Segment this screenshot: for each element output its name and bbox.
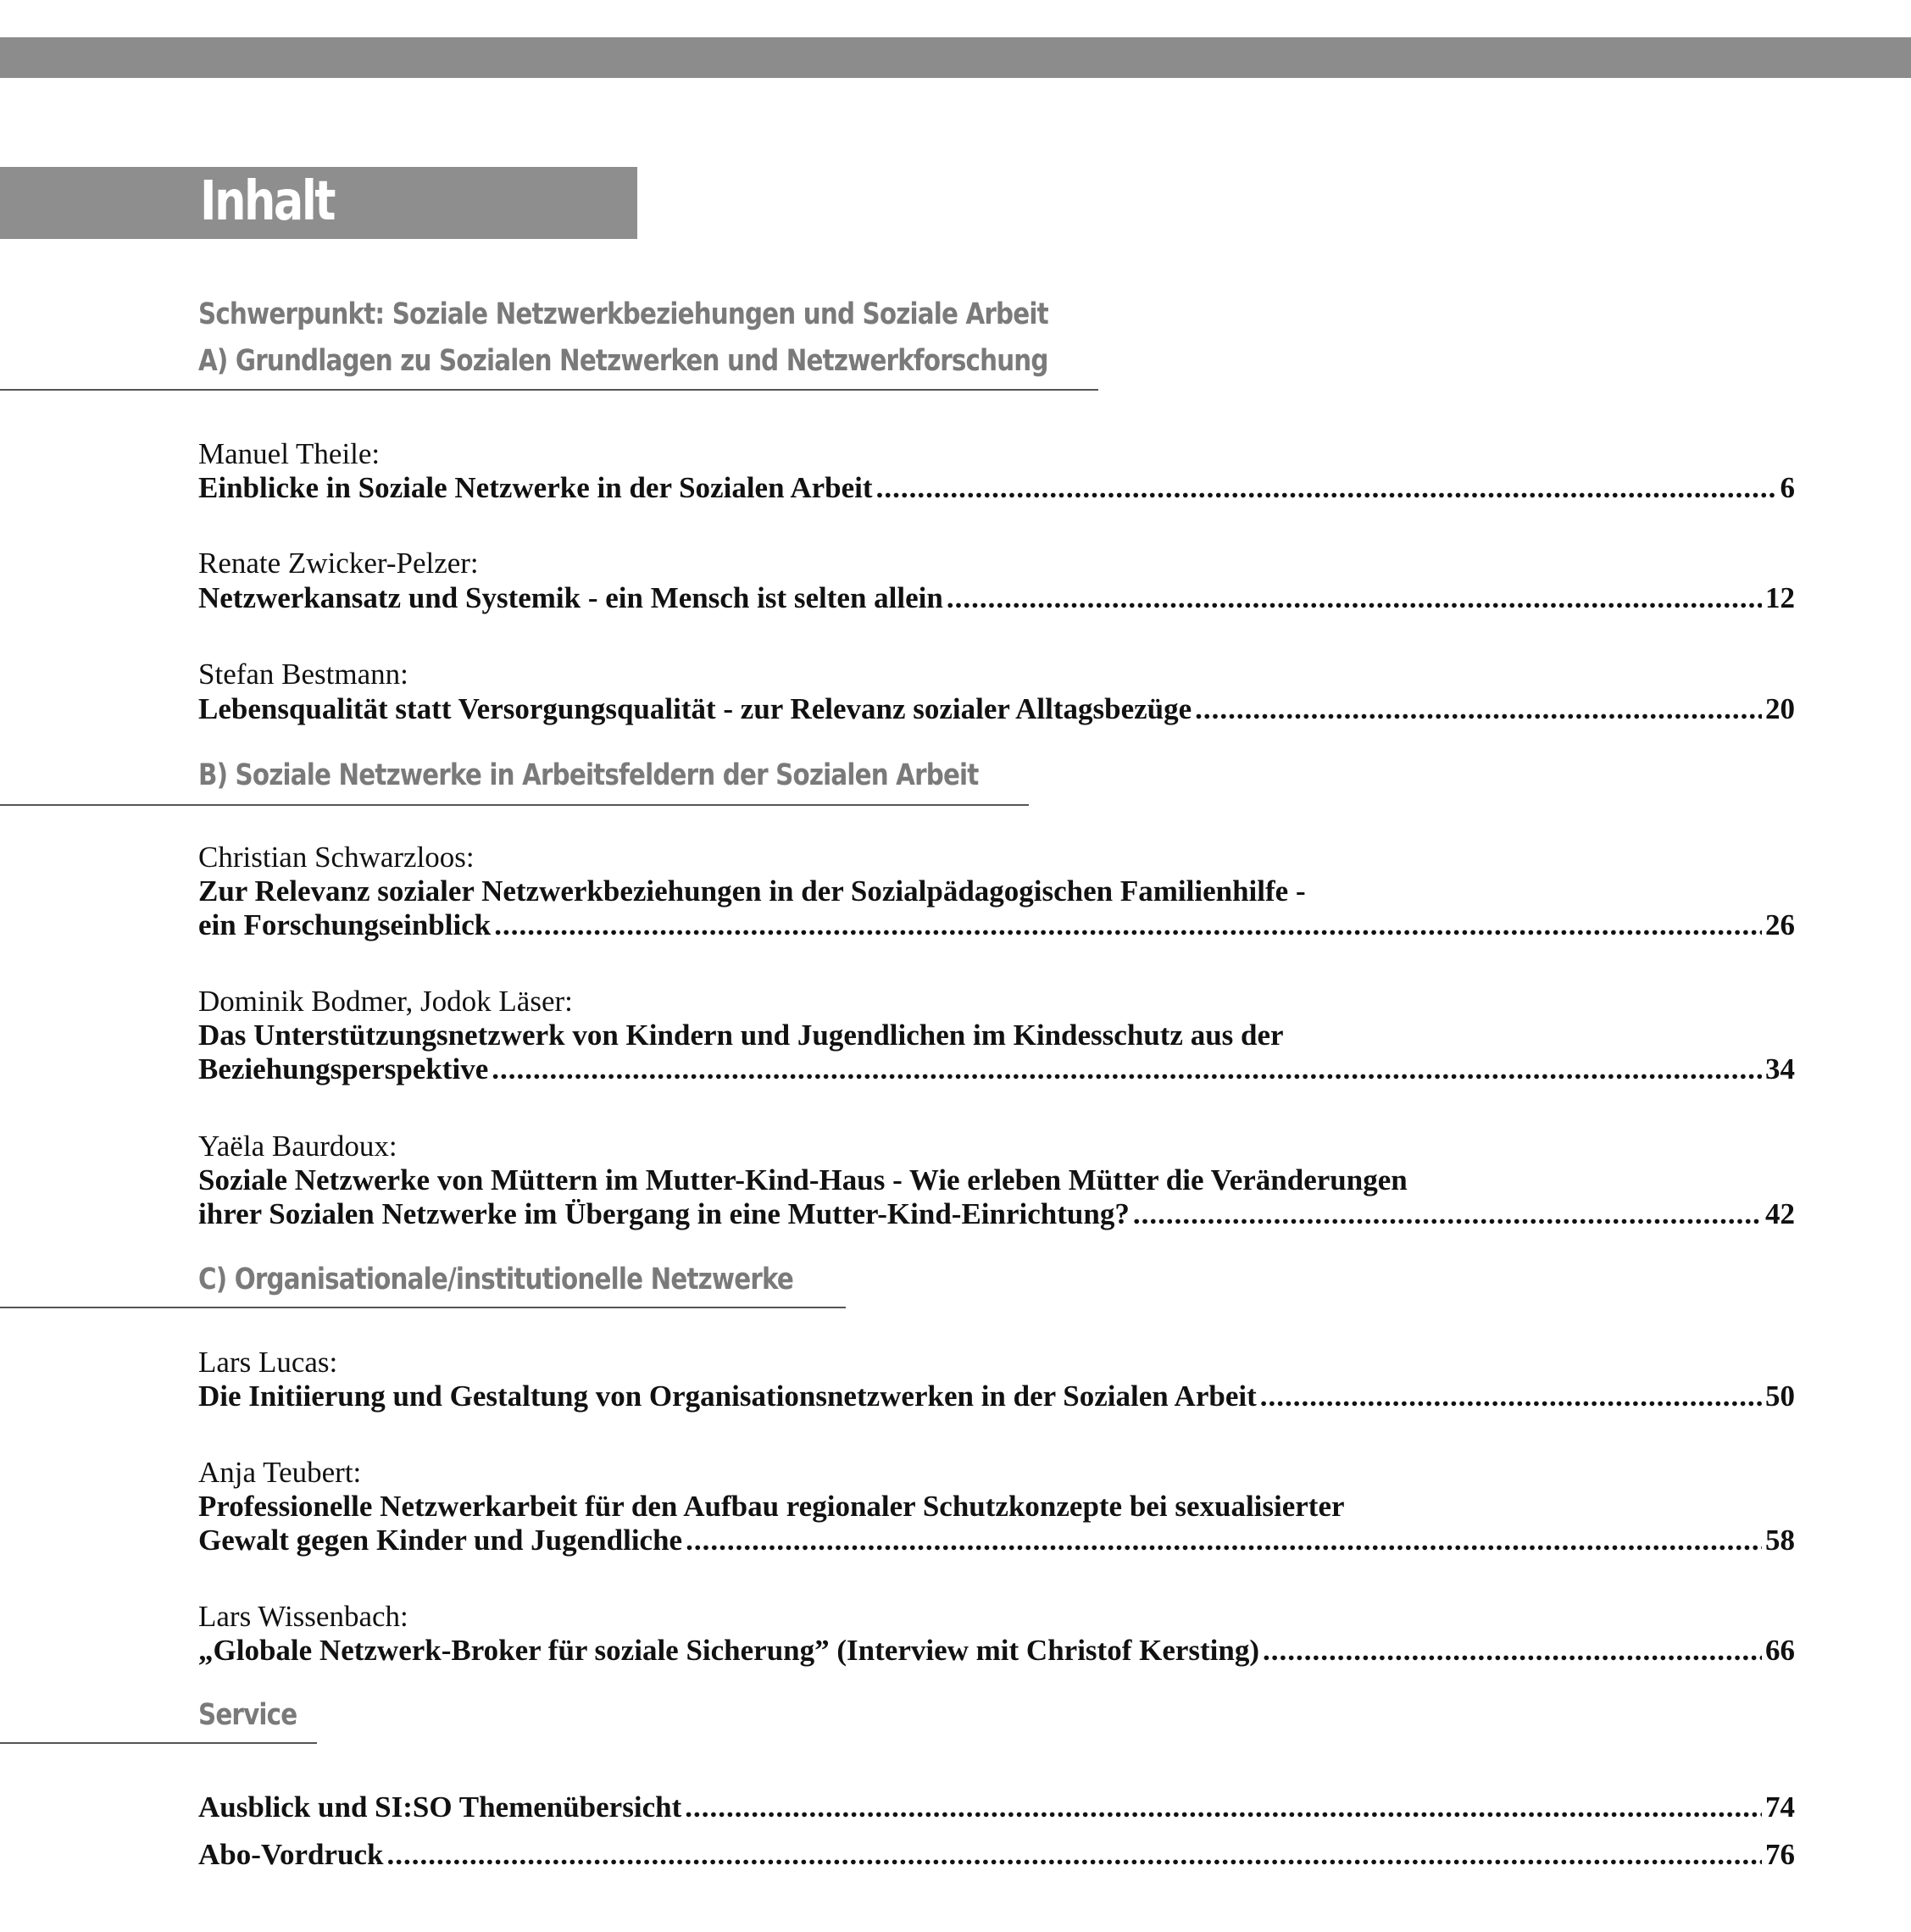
page-title: Inhalt: [200, 170, 334, 233]
entry-title-line: Gewalt gegen Kinder und Jugendliche: [198, 1524, 683, 1557]
entry-author: Renate Zwicker-Pelzer:: [198, 547, 479, 580]
dot-leader: [386, 1838, 1762, 1872]
entry-author: Yaëla Baurdoux:: [198, 1130, 397, 1163]
entry-title-line: Beziehungsperspektive: [198, 1052, 489, 1085]
toc-entry[interactable]: [198, 1380, 1795, 1413]
page-number: 58: [1765, 1524, 1795, 1557]
page-number: 20: [1765, 692, 1795, 725]
page-number: 66: [1765, 1634, 1795, 1667]
entry-title-line: Die Initiierung und Gestaltung von Organisationsnetzwerken in der Sozialen Arbeit: [198, 1380, 1257, 1413]
dot-leader: [494, 908, 1762, 942]
toc-entry[interactable]: [198, 874, 1795, 942]
entry-author: Manuel Theile:: [198, 437, 381, 470]
entry-author: Stefan Bestmann:: [198, 658, 408, 691]
entry-title-line: Das Unterstützungsnetzwerk von Kindern und Jugendlichen im Kindesschutz aus der: [198, 1019, 1284, 1052]
dot-leader: [1260, 1380, 1762, 1413]
entry-title-line: Einblicke in Soziale Netzwerke in der Sozialen Arbeit: [198, 471, 873, 504]
section-heading-schwerpunkt: Schwerpunkt: Soziale Netzwerkbeziehungen und Soziale Arbeit: [198, 297, 1048, 331]
dot-leader: [685, 1790, 1762, 1824]
section-heading-c: C) Organisationale/institutionelle Netzwerke: [198, 1263, 794, 1296]
page-number: 34: [1765, 1052, 1795, 1085]
page-number: 50: [1765, 1380, 1795, 1413]
section-rule-a: [0, 389, 1098, 391]
section-heading-a: A) Grundlagen zu Sozialen Netzwerken und Netzwerkforschung: [198, 344, 1048, 378]
entry-title-line: Professionelle Netzwerkarbeit für den Aufbau regionaler Schutzkonzepte bei sexualisierter: [198, 1490, 1345, 1523]
top-gray-band: [0, 37, 1911, 78]
toc-entry[interactable]: [198, 581, 1795, 615]
toc-entry[interactable]: [198, 692, 1795, 726]
page-number: 74: [1765, 1790, 1795, 1824]
entry-title-line: ihrer Sozialen Netzwerke im Übergang in eine Mutter-Kind-Einrichtung?: [198, 1197, 1130, 1230]
toc-entry[interactable]: [198, 1163, 1795, 1231]
section-rule-c: [0, 1307, 846, 1308]
section-rule-service: [0, 1742, 317, 1744]
page-number: 76: [1765, 1838, 1795, 1871]
entry-title-line: Soziale Netzwerke von Müttern im Mutter-Kind-Haus - Wie erleben Mütter die Veränderungen: [198, 1163, 1408, 1196]
dot-leader: [1263, 1634, 1762, 1668]
toc-entry[interactable]: [198, 1634, 1795, 1668]
dot-leader: [1133, 1197, 1762, 1231]
entry-title-line: Zur Relevanz sozialer Netzwerkbeziehungen in der Sozialpädagogischen Familienhilfe -: [198, 874, 1306, 908]
section-heading-b: B) Soziale Netzwerke in Arbeitsfeldern der Sozialen Arbeit: [198, 758, 979, 792]
entry-author: Lars Lucas:: [198, 1346, 338, 1379]
entry-author: Dominik Bodmer, Jodok Läser:: [198, 985, 573, 1018]
section-rule-b: [0, 804, 1029, 806]
entry-title-line: „Globale Netzwerk-Broker für soziale Sicherung” (Interview mit Christof Kersting): [198, 1634, 1260, 1667]
toc-entry[interactable]: [198, 1790, 1795, 1824]
entry-author: Anja Teubert:: [198, 1456, 362, 1489]
toc-entry[interactable]: [198, 1019, 1795, 1086]
entry-author: Christian Schwarzloos:: [198, 841, 475, 874]
entry-author: Lars Wissenbach:: [198, 1600, 408, 1633]
page-number: 26: [1765, 908, 1795, 941]
entry-title-line: Ausblick und SI:SO Themenübersicht: [198, 1790, 682, 1824]
toc-entry[interactable]: [198, 471, 1795, 505]
dot-leader: [947, 581, 1762, 615]
entry-title-line: Lebensqualität statt Versorgungsqualität - zur Relevanz sozialer Alltagsbezüge: [198, 692, 1192, 725]
entry-title-line: Netzwerkansatz und Systemik - ein Mensch ist selten allein: [198, 581, 943, 614]
dot-leader: [686, 1524, 1762, 1557]
entry-title-line: ein Forschungseinblick: [198, 908, 492, 941]
toc-entry[interactable]: [198, 1838, 1795, 1872]
page-number: 12: [1765, 581, 1795, 614]
section-heading-service: Service: [198, 1698, 297, 1732]
entry-title-line: Abo-Vordruck: [198, 1838, 384, 1871]
dot-leader: [492, 1052, 1762, 1086]
dot-leader: [876, 471, 1777, 505]
toc-entry[interactable]: [198, 1490, 1795, 1557]
page-number: 6: [1780, 471, 1795, 504]
page-number: 42: [1765, 1197, 1795, 1230]
dot-leader: [1195, 692, 1762, 726]
